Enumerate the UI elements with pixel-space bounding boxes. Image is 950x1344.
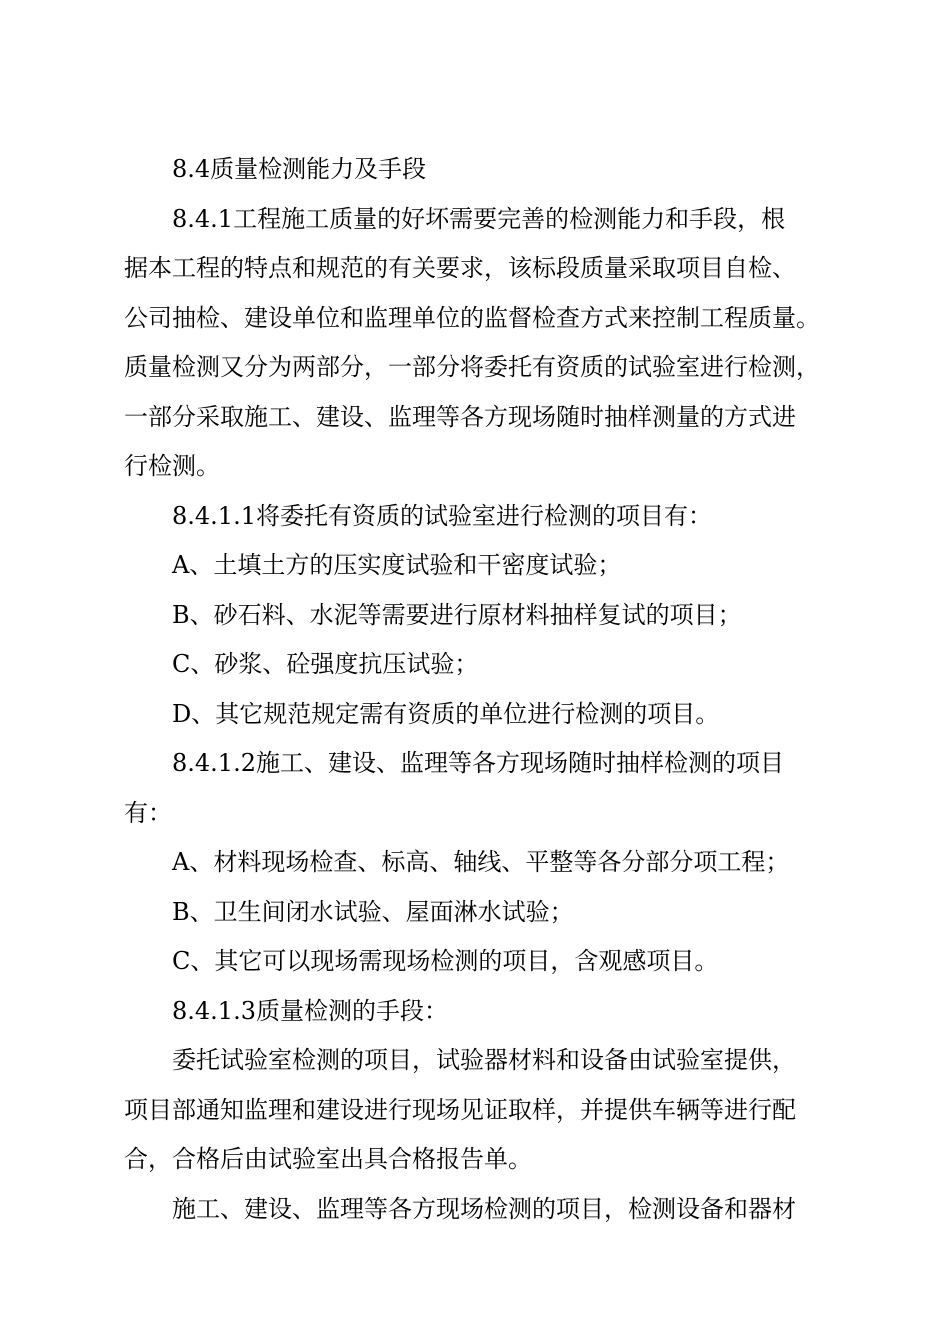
paragraph-intro bbox=[124, 195, 836, 492]
list-item-text: A、材料现场检查、标高、轴线、平整等各分部分项工程； bbox=[172, 848, 790, 876]
list-item-text: D、其它规范规定需有资质的单位进行检测的项目。 bbox=[172, 699, 720, 728]
subsection-heading-text: 8.4.1.3质量检测的手段： bbox=[172, 996, 448, 1025]
paragraph-line: 合，合格后由试验室出具合格报告单。 bbox=[124, 1145, 532, 1173]
list-item bbox=[124, 937, 836, 987]
subsection-heading-text: 有： bbox=[124, 798, 172, 827]
paragraph-site-testing bbox=[124, 1185, 836, 1235]
list-item bbox=[124, 541, 836, 591]
list-item bbox=[124, 888, 836, 938]
list-item-text: A、土填土方的压实度试验和干密度试验； bbox=[172, 551, 622, 579]
list-item bbox=[124, 591, 836, 641]
subsection-heading-text: 8.4.1.2施工、建设、监理等各方现场随时抽样检测的项目 bbox=[172, 749, 784, 777]
subsection-heading-text: 8.4.1.1将委托有资质的试验室进行检测的项目有： bbox=[172, 501, 712, 530]
paragraph-line: 据本工程的特点和规范的有关要求，该标段质量采取项目自检、 bbox=[124, 254, 796, 282]
subsection-heading-8-4-1-2 bbox=[124, 739, 836, 838]
paragraph-lab-testing bbox=[124, 1036, 836, 1185]
list-item bbox=[124, 640, 836, 690]
paragraph-line: 委托试验室检测的项目，试验器材料和设备由试验室提供， bbox=[172, 1046, 796, 1074]
list-item bbox=[124, 838, 836, 888]
list-item bbox=[124, 690, 836, 740]
paragraph-line: 行检测。 bbox=[124, 452, 220, 480]
paragraph-line: 项目部通知监理和建设进行现场见证取样，并提供车辆等进行配 bbox=[124, 1095, 796, 1124]
subsection-heading-8-4-1-3 bbox=[124, 987, 836, 1037]
list-item-text: B、卫生间闭水试验、屋面淋水试验； bbox=[172, 897, 574, 926]
paragraph-line: 公司抽检、建设单位和监理单位的监督检查方式来控制工程质量。 bbox=[124, 303, 820, 332]
section-heading-text: 8.4质量检测能力及手段 bbox=[172, 155, 427, 183]
section-heading bbox=[124, 145, 836, 195]
paragraph-line: 一部分采取施工、建设、监理等各方现场随时抽样测量的方式进 bbox=[124, 402, 796, 431]
paragraph-line: 质量检测又分为两部分，一部分将委托有资质的试验室进行检测， bbox=[124, 353, 820, 381]
list-item-text: B、砂石料、水泥等需要进行原材料抽样复试的项目； bbox=[172, 600, 742, 629]
list-item-text: C、其它可以现场需现场检测的项目，含观感项目。 bbox=[172, 947, 719, 975]
document-body bbox=[124, 145, 836, 1234]
paragraph-line: 8.4.1工程施工质量的好坏需要完善的检测能力和手段，根 bbox=[172, 204, 786, 233]
subsection-heading-8-4-1-1 bbox=[124, 492, 836, 542]
paragraph-line: 施工、建设、监理等各方现场检测的项目，检测设备和器材 bbox=[172, 1194, 796, 1223]
list-item-text: C、砂浆、砼强度抗压试验； bbox=[172, 650, 479, 678]
